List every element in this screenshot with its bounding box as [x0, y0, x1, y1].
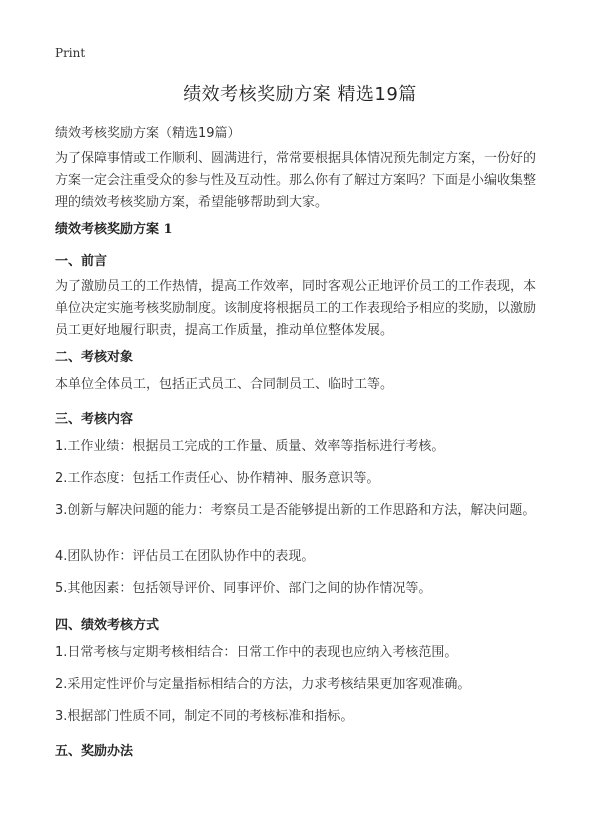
heading-rewards: 五、奖励办法 [55, 744, 134, 759]
targets-paragraph: 本单位全体员工，包括正式员工、合同制员工、临时工等。 [55, 377, 394, 392]
intro-paragraph: 为了保障事情或工作顺利、圆满进行，常常要根据具体情况预先制定方案，一份好的方案一定会注重受众的参与性及互动性。那么你有了解过方案吗？下面是小编收集整理的绩效考核奖励方案，希望能够帮助到大家。 [55, 151, 537, 210]
heading-preface: 一、前言 [55, 254, 108, 269]
methods-item-2: 2.采用定性评价与定量指标相结合的方法，力求考核结果更加客观准确。 [55, 677, 471, 692]
preface-paragraph: 为了激励员工的工作热情，提高工作效率，同时客观公正地评价员工的工作表现，本单位决定实施考核奖励制度。该制度将根据员工的工作表现给予相应的奖励，以激励员工更好地履行职责，提高工作质量，推动单位整体发展。 [55, 279, 537, 338]
section-title: 绩效考核奖励方案 1 [55, 222, 173, 237]
methods-item-3: 3.根据部门性质不同，制定不同的考核标准和指标。 [55, 709, 354, 724]
content-item-5: 5.其他因素：包括领导评价、同事评价、部门之间的协作情况等。 [55, 581, 432, 596]
methods-item-1: 1.日常考核与定期考核相结合：日常工作中的表现也应纳入考核范围。 [55, 645, 458, 660]
content-item-1: 1.工作业绩：根据员工完成的工作量、质量、效率等指标进行考核。 [55, 439, 445, 454]
heading-methods: 四、绩效考核方式 [55, 618, 160, 633]
content-item-2: 2.工作态度：包括工作责任心、协作精神、服务意识等。 [55, 471, 380, 486]
page-title: 绩效考核奖励方案 精选19篇 [183, 84, 417, 105]
heading-content: 三、考核内容 [55, 412, 134, 427]
heading-targets: 二、考核对象 [55, 350, 134, 365]
print-label[interactable]: Print [55, 46, 86, 60]
document-subtitle: 绩效考核奖励方案（精选19篇） [55, 126, 241, 141]
content-item-3: 3.创新与解决问题的能力：考察员工是否能够提出新的工作思路和方法，解决问题。 [55, 503, 536, 518]
content-item-4: 4.团队协作：评估员工在团队协作中的表现。 [55, 549, 315, 564]
